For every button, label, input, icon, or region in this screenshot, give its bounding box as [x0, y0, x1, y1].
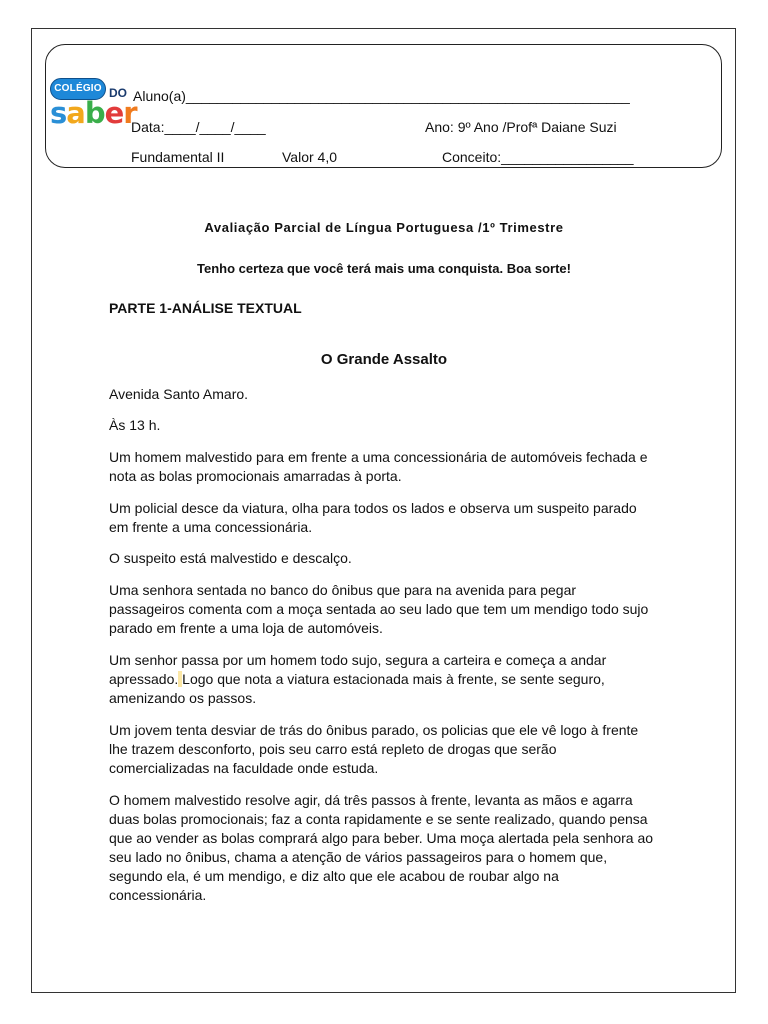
logo-colegio: COLÉGIO — [50, 78, 106, 100]
value-label: Valor 4,0 — [282, 149, 337, 165]
logo-letter: s — [50, 96, 67, 130]
logo-letter: a — [66, 96, 85, 130]
date-field: Data:____/____/____ — [131, 119, 266, 135]
logo-saber — [50, 96, 137, 130]
paragraph-5: O suspeito está malvestido e descalço. — [109, 550, 352, 566]
exam-title: Avaliação Parcial de Língua Portuguesa /1º Trimestre — [204, 220, 564, 235]
paragraph-7 — [109, 651, 654, 708]
logo-letter: e — [104, 96, 124, 130]
grade-teacher: Ano: 9º Ano /Profª Daiane Suzi — [425, 119, 617, 135]
paragraph-9: O homem malvestido resolve agir, dá três passos à frente, levanta as mãos e agarra duas bolas promocionais; faz a conta rapidamente e se sente realizado, quando pensa que ao vender as bolas comprará algo para beber. Uma moça alertada pela senhora ao seu lado no ônibus, chama a atenção de vários passageiros para o homem que, segundo ela, é um mendigo, e diz alto que ele acabou de roubar algo na concessionária. — [109, 792, 654, 903]
story-title: O Grande Assalto — [320, 351, 448, 368]
logo-letter: b — [84, 96, 105, 130]
paragraph-4: Um policial desce da viatura, olha para todos os lados e observa um suspeito parado em frente a uma concessionária. — [109, 500, 637, 535]
paragraph-1: Avenida Santo Amaro. — [109, 386, 249, 402]
school-logo — [48, 76, 137, 132]
paragraph-7-part-1: Um senhor passa por um homem todo sujo, segura a carteira e começa a andar apressado. — [109, 652, 607, 687]
level-label: Fundamental II — [131, 149, 225, 165]
part-heading: PARTE 1-ANÁLISE TEXTUAL — [109, 300, 302, 316]
concept-field: Conceito:_________________ — [442, 149, 634, 165]
logo-letter: r — [123, 96, 137, 130]
student-name-field: Aluno(a)_________________________________________________________ — [133, 88, 630, 104]
exam-subtitle: Tenho certeza que você terá mais uma conquista. Boa sorte! — [197, 261, 571, 276]
paragraph-3: Um homem malvestido para em frente a uma concessionária de automóveis fechada e nota as bolas promocionais amarradas à porta. — [109, 449, 648, 484]
paragraph-8: Um jovem tenta desviar de trás do ônibus parado, os policias que ele vê logo à frente lhe trazem desconforto, pois seu carro está repleto de drogas que serão comercializadas na faculdade onde estuda. — [109, 722, 639, 776]
logo-do: DO — [109, 86, 127, 100]
paragraph-7-part-2: Logo que nota a viatura estacionada mais à frente, se sente seguro, amenizando os passos. — [109, 671, 605, 706]
paragraph-6: Uma senhora sentada no banco do ônibus que para na avenida para pegar passageiros comenta com a moça sentada ao seu lado que tem um mendigo todo sujo parado em frente a uma loja de automóveis. — [109, 582, 649, 636]
paragraph-2: Às 13 h. — [109, 417, 161, 433]
